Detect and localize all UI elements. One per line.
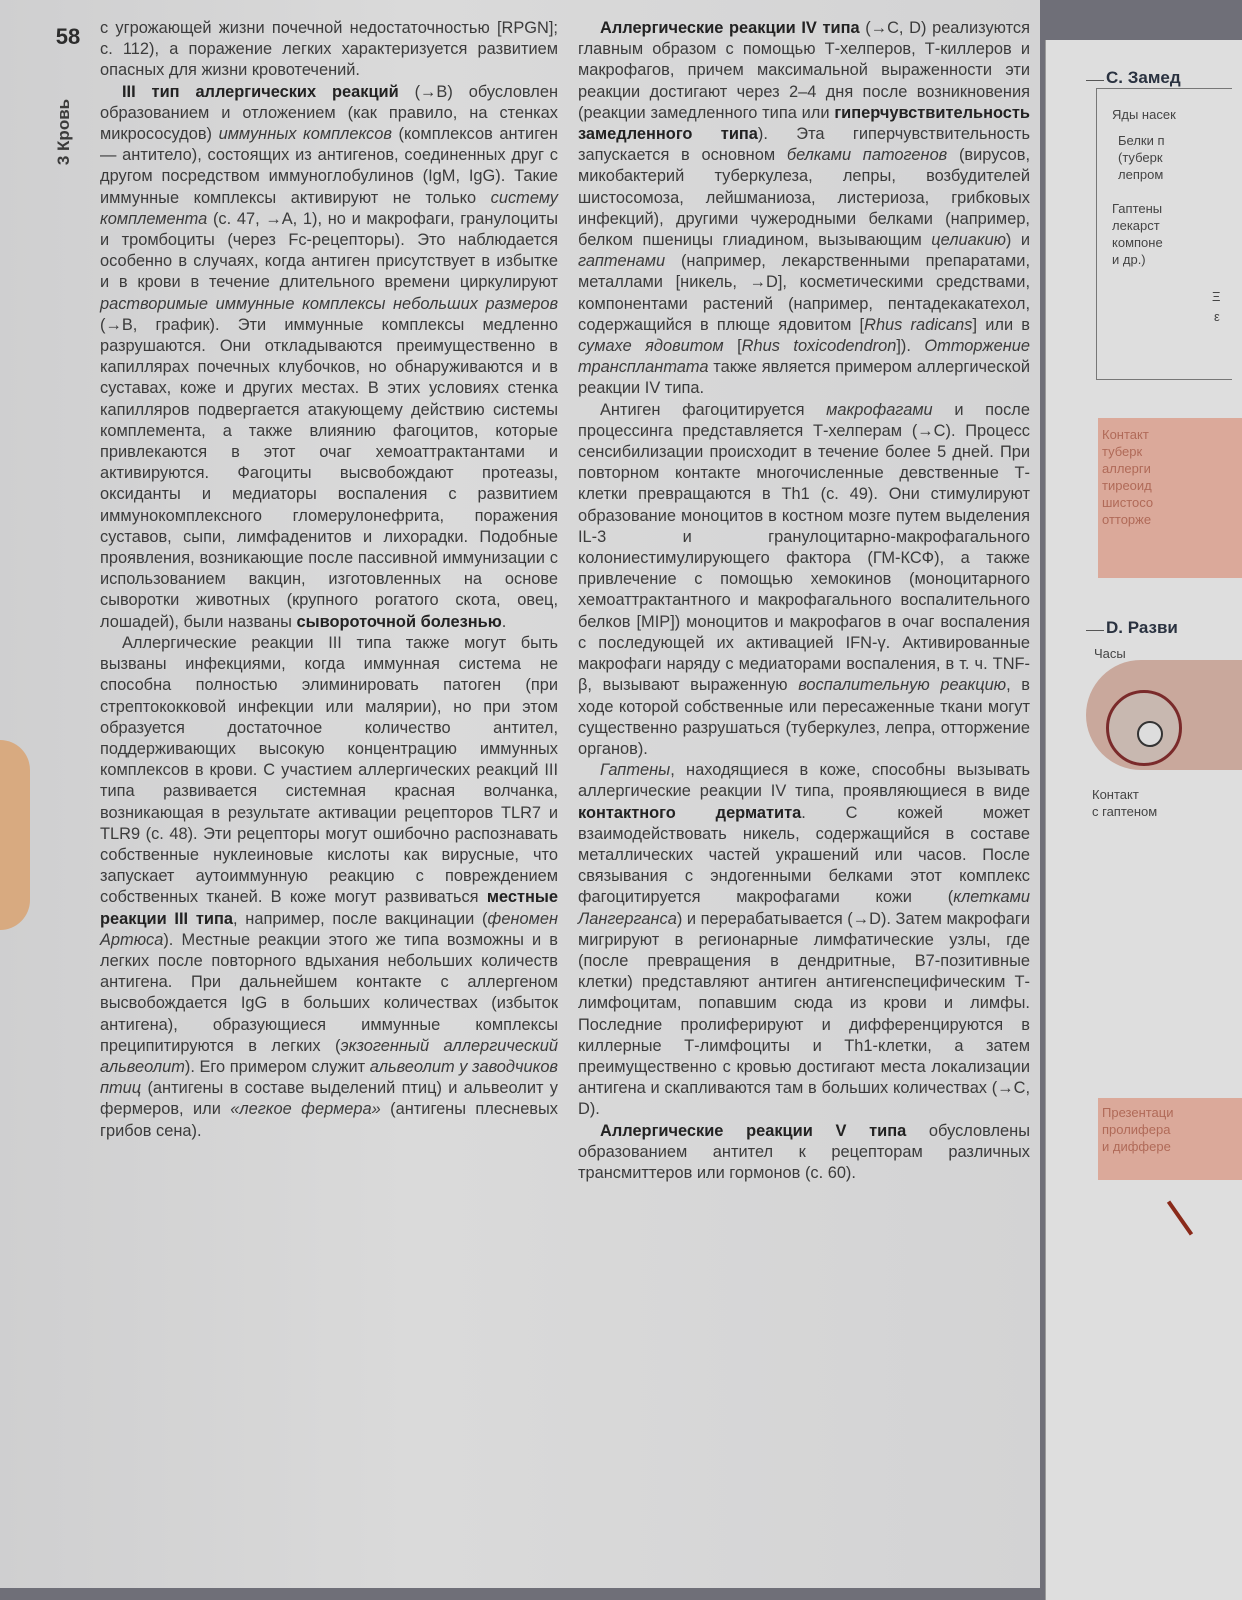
figure-label: Гаптены <box>1112 201 1163 216</box>
heading-inline: III тип аллергических реакций <box>122 82 399 101</box>
figure-label: Белки п <box>1118 133 1165 148</box>
finger-shadow <box>0 740 30 930</box>
highlight-text: и диффере <box>1102 1139 1171 1154</box>
paragraph: Аллергические реакции IV типа (→C, D) реализуются главным образом с помощью Т-хелперов, Т-киллеров и макрофагов, причем максимальной выраженности эти реакции достигают через 2–4 дня после возникновения (реакции замедленного типа или гиперчувствительность замедленного типа). Эта гиперчувствительность запускается в основном белками патогенов (вирусов, микобактерий туберкулеза, лепры, возбудителей шистосомоза, лейшманиоза, листериоза, грибковых инфекций), другими чужеродными белками (например, белком пшеницы глиадином, вызывающим целиакию) и гаптенами (например, лекарственными препаратами, металлами [никель, →D], косметическими средствами, компонентами растений (например, пентадекакатехол, содержащийся в плюще ядовитом [Rhus radicans] или в сумахе ядовитом [Rhus toxicodendron]). Отторжение трансплантата также является примером аллергической реакции IV типа. <box>578 19 1030 398</box>
highlight-text: Контакт <box>1102 427 1149 442</box>
highlight-text: Презентаци <box>1102 1105 1174 1120</box>
watch-icon <box>1106 690 1182 766</box>
figure-title-d: D. Разви <box>1106 618 1178 637</box>
figure-label: Яды насек <box>1112 107 1176 122</box>
right-column <box>578 18 1030 1184</box>
figure-title-c: С. Замед <box>1106 68 1181 87</box>
section-tab-label: 3 Кровь <box>54 98 73 166</box>
highlight-text: тиреоид <box>1102 478 1152 493</box>
figure-label: с гаптеном <box>1092 804 1158 819</box>
highlight-text: аллерги <box>1102 461 1151 476</box>
figure-label: ε <box>1214 309 1220 324</box>
figure-label: Контакт <box>1092 787 1139 802</box>
highlight-text: туберк <box>1102 444 1143 459</box>
figure-label: компоне <box>1112 235 1163 250</box>
highlight-box <box>1098 1098 1242 1180</box>
figure-label: лекарст <box>1112 218 1160 233</box>
paragraph: с угрожающей жизни почечной недостаточностью [RPGN]; с. 112), а поражение легких характеризуется развитием опасных для жизни кровотечений. <box>100 19 558 80</box>
highlight-box <box>1098 418 1242 578</box>
paragraph: Аллергические реакции III типа также могут быть вызваны инфекциями, когда иммунная система не способна полностью элиминировать патоген (при стрептококковой инфекции или малярии), но при этом образуется достаточное количество антител, поддерживающих высокую концентрацию иммунных комплексов в крови. С участием аллергических реакций III типа развивается системная красная волчанка, возникающая в результате активации рецепторов TLR7 и TLR9 (с. 48). Эти рецепторы могут ошибочно распознавать собственные нуклеиновые кислоты как вирусные, что запускает аутоиммунную реакцию с повреждением собственных тканей. В коже могут развиваться местные реакции III типа, например, после вакцинации (феномен Артюса). Местные реакции этого же типа возможны и в легких после повторного вдыхания небольших количеств антигена. При дальнейшем контакте с аллергеном высвобождается IgG в больших количествах (избыток антигена), образующиеся иммунные комплексы преципитируются в легких (экзогенный аллергический альвеолит). Его примером служит альвеолит у заводчиков птиц (антигены в составе выделений птиц) и альвеолит у фермеров, или «легкое фермера» (антигены плесневых грибов сена). <box>100 633 558 1140</box>
page-number: 58 <box>55 24 81 49</box>
paragraph: Аллергические реакции V типа обусловлены образованием антител к рецепторам различных трансмиттеров или гормонов (с. 60). <box>578 1121 1030 1182</box>
next-page-panel <box>1045 40 1242 1600</box>
paragraph: Гаптены, находящиеся в коже, способны вызывать аллергические реакции IV типа, проявляющиеся в виде контактного дерматита. С кожей может взаимодействовать никель, содержащийся в составе металлических частей украшений или часов. После связывания с эндогенными белками этот комплекс фагоцитируется макрофагами кожи (клетками Лангерганса) и перерабатывается (→D). Затем макрофаги мигрируют в регионарные лимфатические узлы, где (после превращения в дендритные, B7-позитивные клетки) представляют антиген антигенспецифическим Т-лимфоцитам, попавшим сюда из крови и лимфы. Последние пролиферируют и дифференцируются в киллерные Т-лимфоциты и Th1-клетки, а затем преимущественно с кровью достигают места локализации антигена и скапливаются там в больших количествах (→C, D). <box>578 761 1030 1119</box>
figure-label: Часы <box>1094 646 1126 661</box>
figure-label: лепром <box>1118 167 1164 182</box>
figure-label: Ξ <box>1212 289 1221 304</box>
paragraph: Антиген фагоцитируется макрофагами и после процессинга представляется Т-хелперам (→C). Процесс сенсибилизации происходит в течение более 5 дней. При повторном контакте многочисленные девственные Т-клетки превращаются в Th1 (с. 49). Они стимулируют образование моноцитов в костном мозге путем выделения IL-3 и гранулоцитарно-макрофагального колониестимулирующего фактора (ГМ-КСФ), а также привлечение с помощью хемокинов (моноцитарного хемоаттрактантного и макрофагального воспалительного белков [MIP]) моноцитов и макрофагов в очаг воспаления с последующей их активацией IFN-γ. Активированные макрофаги наряду с медиаторами воспаления, в т. ч. TNF-β, вызывают выраженную воспалительную реакцию, в ходе которой собственные или пересаженные ткани могут существенно разрушаться (туберкулез, лепра, отторжение органов). <box>578 400 1030 758</box>
left-column <box>100 18 558 1142</box>
figure-label: (туберк <box>1118 150 1163 165</box>
section-tab <box>52 90 76 180</box>
highlight-text: отторже <box>1102 512 1152 527</box>
highlight-text: пролифера <box>1102 1122 1171 1137</box>
watch-face-icon <box>1137 721 1163 747</box>
paragraph: III тип аллергических реакций (→B) обусловлен образованием и отложением (как правило, на стенках микрососудов) иммунных комплексов (комплексов антиген — антитело), состоящих из антигенов, соединенных друг с другом посредством иммуноглобулинов (IgM, IgG). Такие иммунные комплексы активируют не только систему комплемента (с. 47, →A, 1), но и макрофаги, гранулоциты и тромбоциты (через Fc-рецепторы). Это наблюдается особенно в случаях, когда антиген присутствует в избытке и в крови в течение длительного времени циркулируют растворимые иммунные комплексы небольших размеров (→B, график). Эти иммунные комплексы медленно разрушаются. Они откладываются преимущественно в капиллярах почечных клубочков, но обнаруживаются и в суставах, коже и других местах. В этих условиях стенка капилляров подвергается атакующему действию системы комплемента, а также влиянию фагоцитов, которые привлекаются в этот очаг хемоаттрактантами и активируются. Фагоциты высвобождают протеазы, оксиданты и медиаторы воспаления с развитием иммунокомплексного гломерулонефрита, поражения суставов, сыпи, лимфаденитов и лихорадки. Подобные проявления, возникающие после пассивной иммунизации с использованием вакцин, изготовленных на основе сыворотки животных (крупного рогатого скота, овец, лошадей), были названы сывороточной болезнью. <box>100 82 558 631</box>
figure-label: и др.) <box>1112 252 1146 267</box>
highlight-text: шистосо <box>1102 495 1154 510</box>
divider <box>1086 630 1104 631</box>
divider <box>1086 80 1104 81</box>
